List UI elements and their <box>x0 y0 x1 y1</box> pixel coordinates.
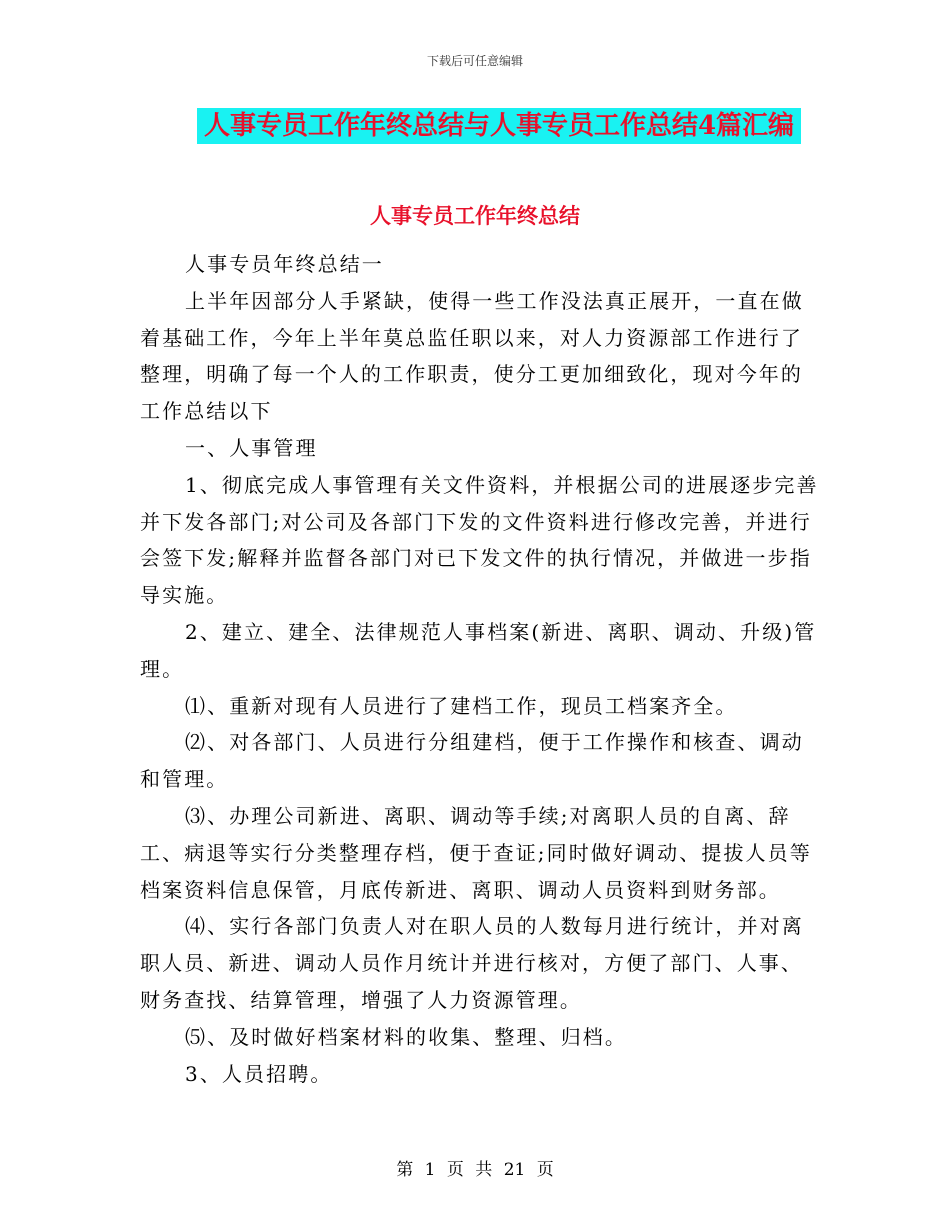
paragraph: 3、人员招聘。 <box>185 1061 333 1086</box>
paragraph: 上半年因部分人手紧缺，使得一些工作没法真正展开，一直在做着基础工作，今年上半年莫总监任职以来，对人力资源部工作进行了整理，明确了每一个人的工作职责，使分工更加细致化，现对今年的工作总结以下 <box>140 288 804 424</box>
paragraph: 一、人事管理 <box>185 435 318 460</box>
paragraph: ⑸、及时做好档案材料的收集、整理、归档。 <box>185 1024 627 1049</box>
document-title <box>197 108 801 144</box>
section-title: 人事专员工作年终总结 <box>370 203 580 228</box>
page-footer: 第 1 页 共 21 页 <box>396 1160 554 1180</box>
paragraph: 人事专员年终总结一 <box>185 252 384 276</box>
document-title-text: 人事专员工作年终总结与人事专员工作总结4篇汇编 <box>203 111 795 141</box>
paragraph: ⑵、对各部门、人员进行分组建档，便于工作操作和核查、调动和管理。 <box>140 730 804 792</box>
body-text <box>140 246 820 1092</box>
paragraph: 2、建立、建全、法律规范人事档案(新进、离职、调动、升级)管理。 <box>140 619 817 681</box>
header-note: 下载后可任意编辑 <box>426 54 523 68</box>
paragraph: ⑷、实行各部门负责人对在职人员的人数每月进行统计，并对离职人员、新进、调动人员作月统计并进行核对，方便了部门、人事、财务查找、结算管理，增强了人力资源管理。 <box>140 914 804 1012</box>
paragraph: ⑶、办理公司新进、离职、调动等手续;对离职人员的自离、辞工、病退等实行分类整理存档，便于查证;同时做好调动、提拔人员等档案资料信息保管，月底传新进、离职、调动人员资料到财务部。 <box>140 803 812 902</box>
paragraph: ⑴、重新对现有人员进行了建档工作，现员工档案齐全。 <box>185 693 738 718</box>
paragraph: 1、彻底完成人事管理有关文件资料，并根据公司的进展逐步完善并下发各部门;对公司及各部门下发的文件资料进行修改完善，并进行会签下发;解释并监督各部门对已下发文件的执行情况，并做进一步指导实施。 <box>140 472 819 608</box>
